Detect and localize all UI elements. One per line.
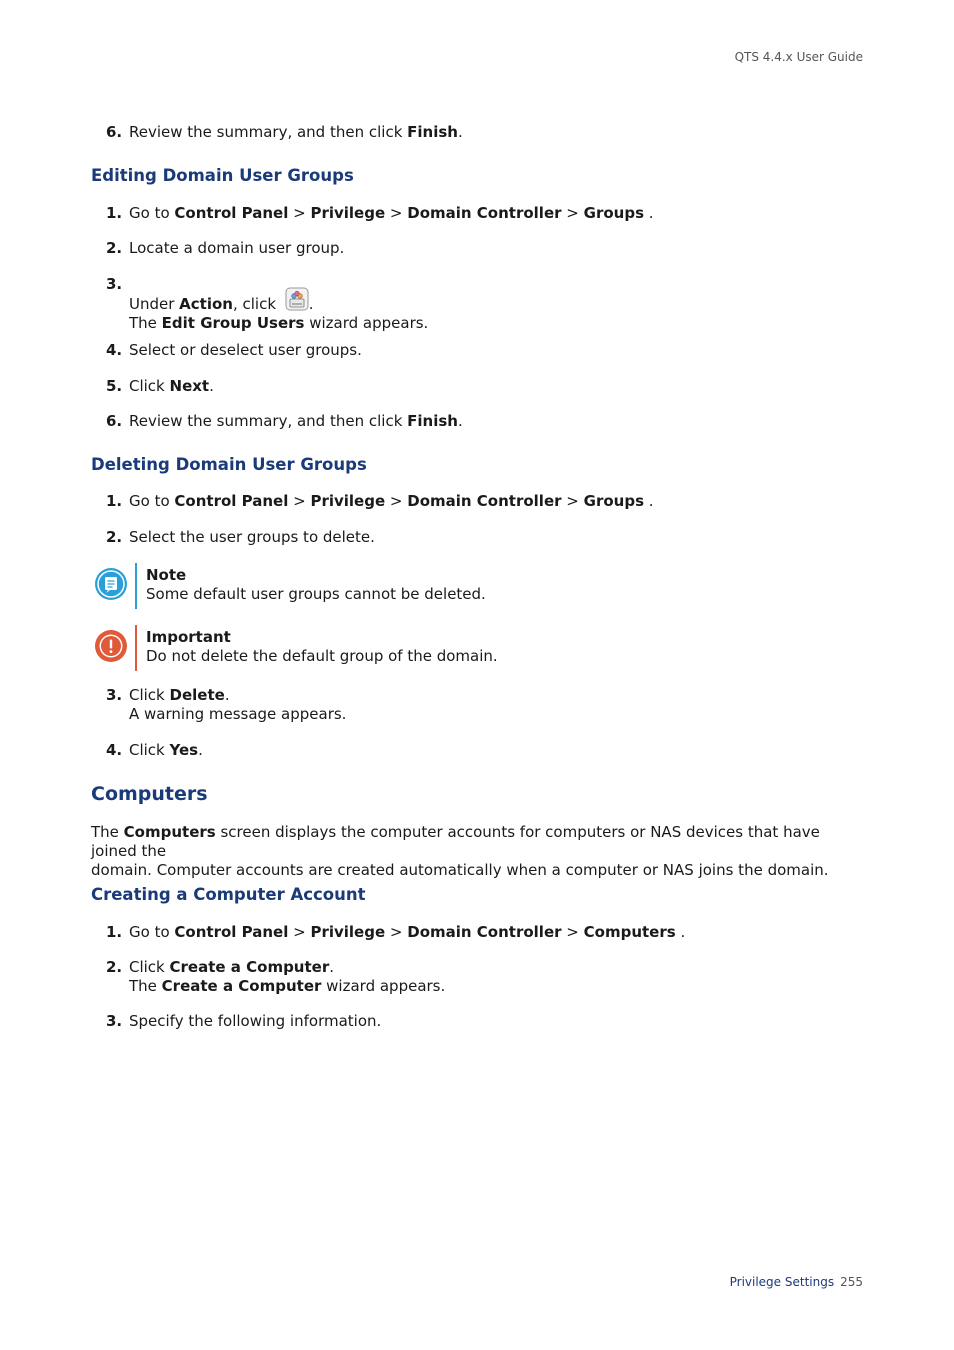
page-number: 255 [840,1275,863,1289]
finish-label: Finish [407,123,458,141]
creating-computer-account-heading: Creating a Computer Account [91,885,366,904]
step-text: Review the summary, and then click Finish. [129,123,463,141]
step-number: 6. [106,123,123,141]
menu-path: Go to Control Panel > Privilege > Domain Controller > Computers . [129,923,686,941]
note-callout [94,563,794,609]
guide-title: QTS 4.4.x User Guide [734,50,863,64]
footer-section-name: Privilege Settings [729,1275,835,1289]
note-title: Note [146,566,187,584]
menu-path: Go to Control Panel > Privilege > Domain Controller > Groups . [129,204,654,222]
warning-icon [94,629,128,663]
important-title: Important [146,628,231,646]
computers-heading: Computers [91,783,208,805]
important-bar [135,625,137,671]
note-icon [94,567,128,601]
page-footer [730,1275,863,1289]
important-callout [94,625,794,671]
computers-description: The Computers screen displays the computer accounts for computers or NAS devices that have joined the domain. Computer accounts are created automatically when a computer or NAS joins the domain. [91,823,829,879]
note-text: Some default user groups cannot be deleted. [146,585,486,603]
editing-domain-user-groups-heading: Editing Domain User Groups [91,166,354,185]
edit-group-users-icon[interactable] [285,287,309,311]
note-bar [135,563,137,609]
menu-path: Go to Control Panel > Privilege > Domain Controller > Groups . [129,492,654,510]
important-text: Do not delete the default group of the domain. [146,647,498,665]
deleting-domain-user-groups-heading: Deleting Domain User Groups [91,455,367,474]
